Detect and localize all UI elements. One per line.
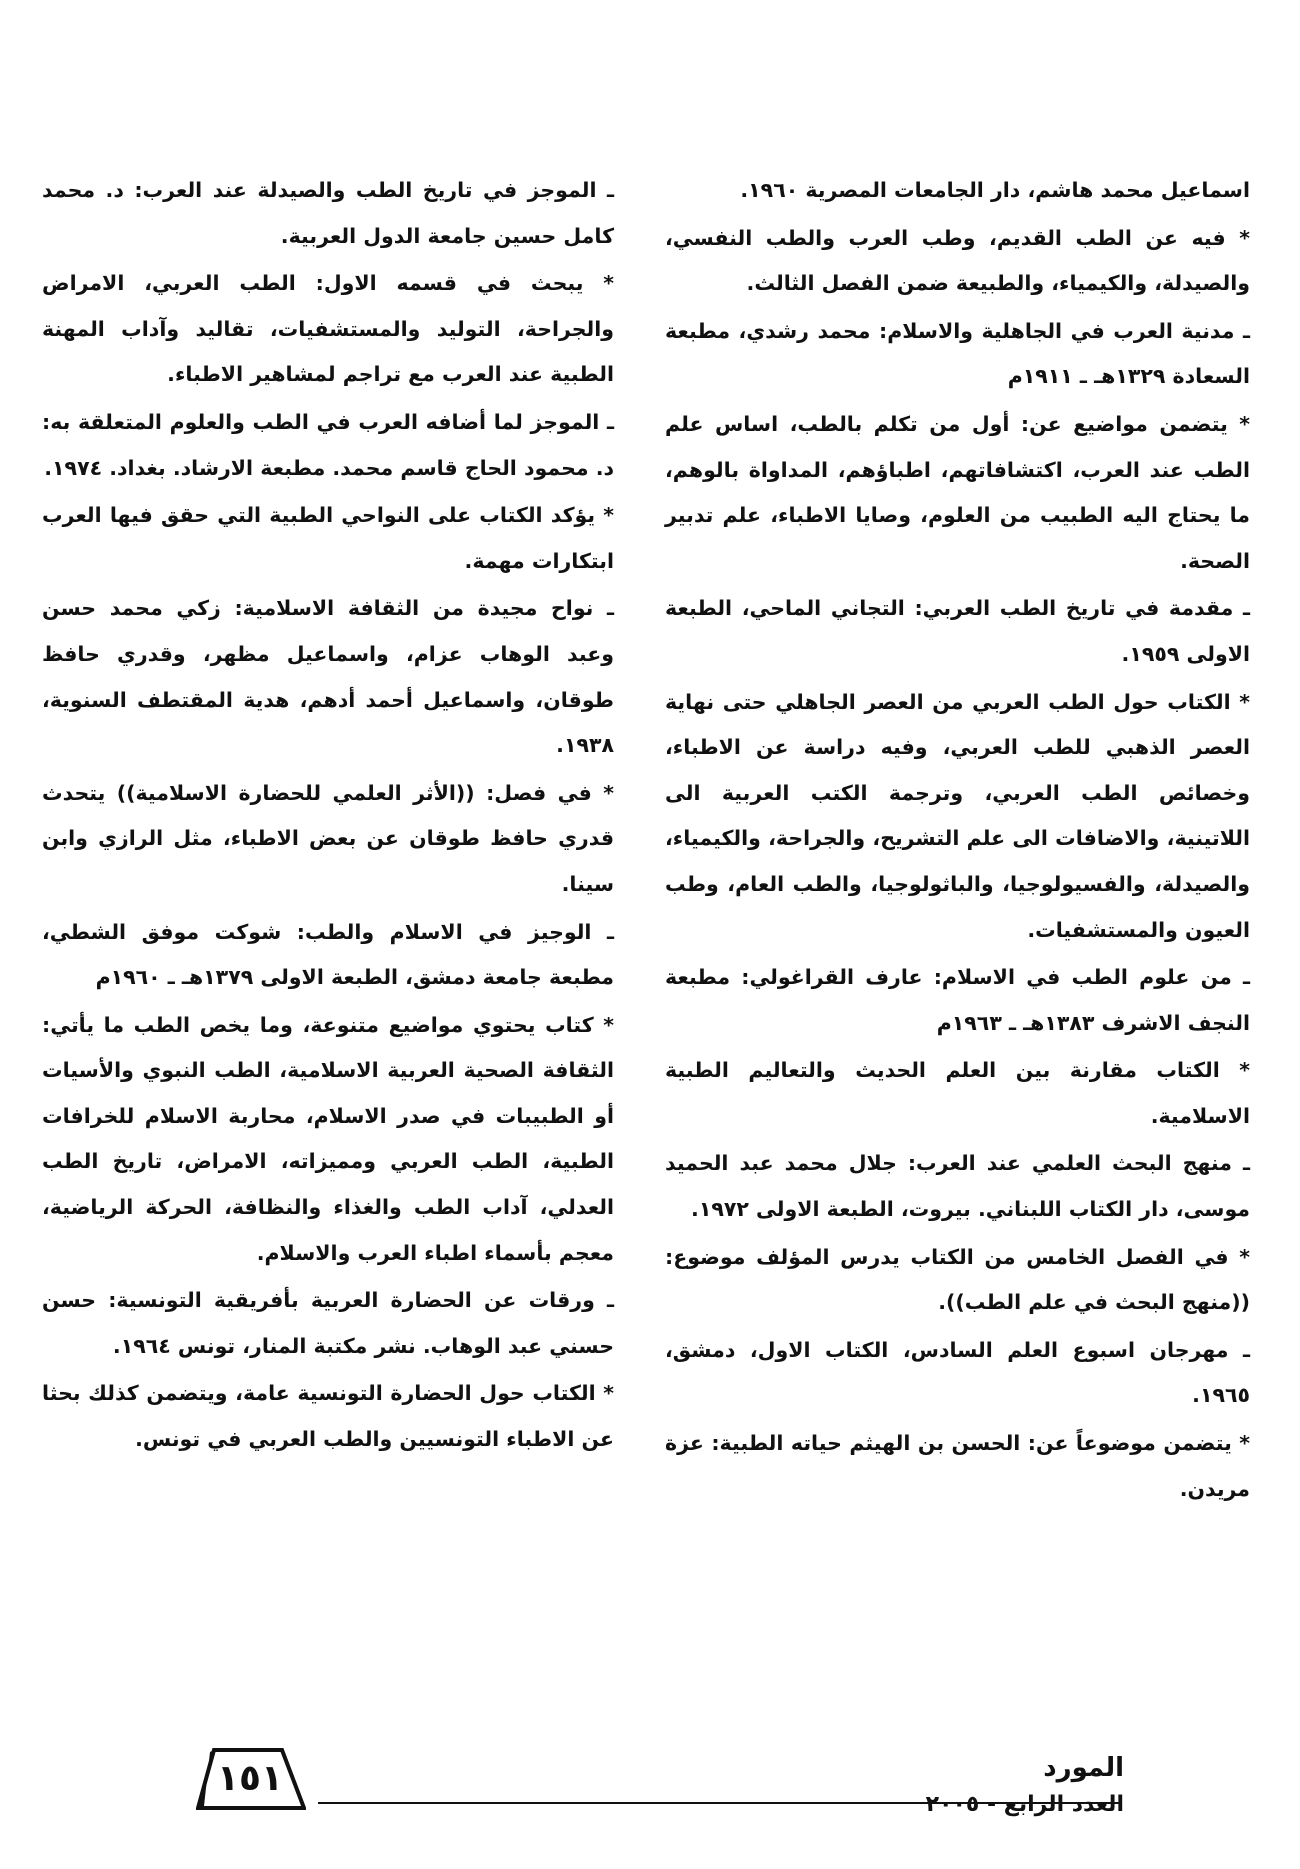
bibliography-entry: ـ من علوم الطب في الاسلام: عارف القراغولي: مطبعة النجف الاشرف ١٣٨٣هـ ـ ١٩٦٣م — [665, 965, 1250, 1035]
bibliography-entry: ـ نواح مجيدة من الثقافة الاسلامية: زكي محمد حسن وعبد الوهاب عزام، واسماعيل مظهر، وقدري حافظ طوقان، واسماعيل أحمد أدهم، هدية المقتطف السنوية، ١٩٣٨. — [42, 596, 614, 758]
entry-note: * يتضمن موضوعاً عن: الحسن بن الهيثم حياته الطبية: عزة مريدن. — [665, 1431, 1250, 1501]
left-column — [42, 168, 614, 1465]
right-column — [665, 168, 1250, 1514]
bibliography-entry: ـ الوجيز في الاسلام والطب: شوكت موفق الشطي، مطبعة جامعة دمشق، الطبعة الاولى ١٣٧٩هـ ـ ١٩٦٠م — [42, 919, 614, 990]
entry-note: * الكتاب حول الحضارة التونسية عامة، ويتضمن كذلك بحثا عن الاطباء التونسيين والطب العربي في تونس. — [42, 1381, 614, 1452]
entry-note: * في فصل: ((الأثر العلمي للحضارة الاسلامية)) يتحدث قدري حافظ طوقان عن بعض الاطباء، مثل الرازي وابن سينا. — [42, 780, 614, 896]
entry-note: * يتضمن مواضيع عن: أول من تكلم بالطب، اساس علم الطب عند العرب، اكتشافاتهم، اطباؤهم، المداواة بالوهم، ما يحتاج اليه الطبيب من العلوم، وصايا الاطباء، علم تدبير الصحة. — [665, 411, 1250, 573]
bibliography-entry: ـ مقدمة في تاريخ الطب العربي: التجاني الماحي، الطبعة الاولى ١٩٥٩. — [665, 596, 1250, 666]
bibliography-entry: اسماعيل محمد هاشم، دار الجامعات المصرية ١٩٦٠. — [740, 178, 1250, 202]
bibliography-entry: ـ الموجز في تاريخ الطب والصيدلة عند العرب: د. محمد كامل حسين جامعة الدول العربية. — [42, 178, 614, 248]
entry-note: * الكتاب حول الطب العربي من العصر الجاهلي حتى نهاية العصر الذهبي للطب العربي، وفيه دراسة عن الاطباء، وخصائص الطب العربي، وترجمة الكتب العربية الى اللاتينية، والاضافات الى علم التشريح، والجراحة، والكيمياء، والصيدلة، والفسيولوجيا، والباثولوجيا، والطب العام، وطب العيون والمستشفيات. — [665, 689, 1250, 942]
entry-note: * يؤكد الكتاب على النواحي الطبية التي حقق فيها العرب ابتكارات مهمة. — [42, 503, 614, 573]
bibliography-entry: ـ مهرجان اسبوع العلم السادس، الكتاب الاول، دمشق، ١٩٦٥. — [665, 1337, 1250, 1408]
entry-note: * في الفصل الخامس من الكتاب يدرس المؤلف موضوع: ((منهج البحث في علم الطب)). — [665, 1244, 1250, 1315]
bibliography-entry: ـ منهج البحث العلمي عند العرب: جلال محمد عبد الحميد موسى، دار الكتاب اللبناني. بيروت، الطبعة الاولى ١٩٧٢. — [665, 1151, 1250, 1222]
bibliography-entry: ـ الموجز لما أضافه العرب في الطب والعلوم المتعلقة به: د. محمود الحاج قاسم محمد. مطبعة الارشاد. بغداد. ١٩٧٤. — [42, 409, 614, 480]
page-number: ١٥١ — [217, 1758, 283, 1799]
entry-note: * كتاب يحتوي مواضيع متنوعة، وما يخص الطب ما يأتي: الثقافة الصحية العربية الاسلامية، الطب النبوي والأسيات أو الطبيبات في صدر الاسلام، محاربة الاسلام للخرافات الطبية، الطب العربي ومميزاته، الامراض، تاريخ الطب العدلي، آداب الطب والغذاء والنظافة، الحركة الرياضية، معجم بأسماء اطباء العرب والاسلام. — [42, 1012, 614, 1265]
entry-note: * يبحث في قسمه الاول: الطب العربي، الامراض والجراحة، التوليد والمستشفيات، تقاليد وآداب المهنة الطبية عند العرب مع تراجم لمشاهير الاطباء. — [42, 271, 614, 387]
journal-issue: العدد الرابع - ٢٠٠٥ — [925, 1792, 1124, 1817]
bibliography-entry: ـ مدنية العرب في الجاهلية والاسلام: محمد رشدي، مطبعة السعادة ١٣٢٩هـ ـ ١٩١١م — [665, 318, 1250, 389]
entry-note: * فيه عن الطب القديم، وطب العرب والطب النفسي، والصيدلة، والكيمياء، والطبيعة ضمن الفصل الثالث. — [665, 225, 1250, 296]
bibliography-entry: ـ ورقات عن الحضارة العربية بأفريقية التونسية: حسن حسني عبد الوهاب. نشر مكتبة المنار، تونس ١٩٦٤. — [42, 1288, 614, 1358]
entry-note: * الكتاب مقارنة بين العلم الحديث والتعاليم الطبية الاسلامية. — [665, 1058, 1250, 1128]
journal-name: المورد — [1043, 1753, 1124, 1783]
